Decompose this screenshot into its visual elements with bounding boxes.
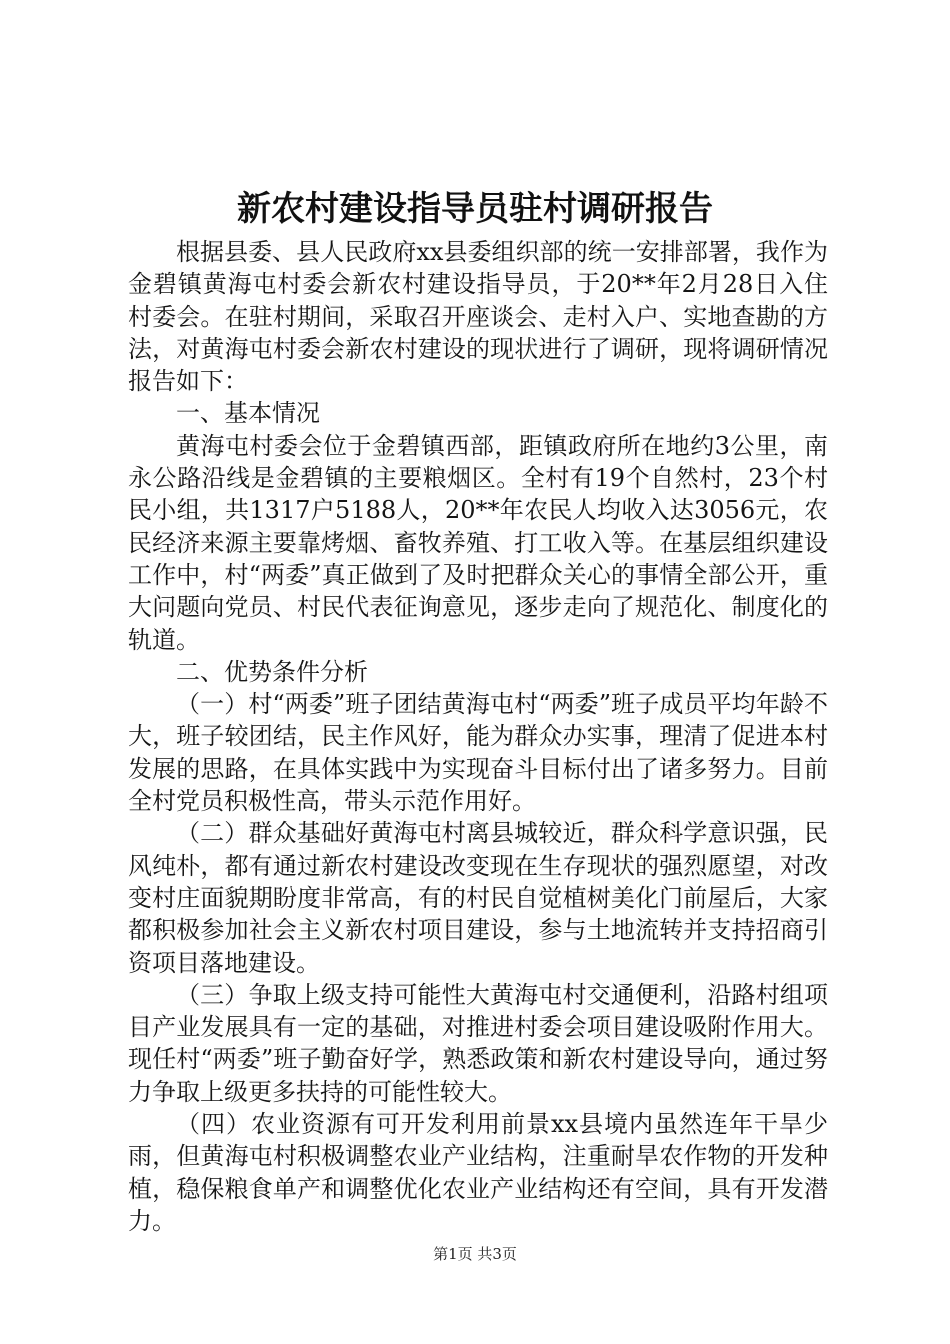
advantage-paragraph-4: （四）农业资源有可开发利用前景xx县境内虽然连年干旱少雨，但黄海屯村积极调整农业产业结构，注重耐旱农作物的开发种植，稳保粮食单产和调整优化农业产业结构还有空间，具有开发潜力。: [128, 1110, 828, 1235]
document-body: [128, 236, 828, 1237]
section-heading-advantages: 二、优势条件分析: [176, 657, 368, 686]
document-title: 新农村建设指导员驻村调研报告: [237, 189, 713, 229]
advantage-paragraph-3: （三）争取上级支持可能性大黄海屯村交通便利，沿路村组项目产业发展具有一定的基础，对推进村委会项目建设吸附作用大。现任村“两委”班子勤奋好学，熟悉政策和新农村建设导向，通过努力争取上级更多扶持的可能性较大。: [128, 980, 828, 1106]
section-heading-basic: 一、基本情况: [176, 399, 320, 428]
page-footer: 第1页 共3页: [433, 1245, 517, 1263]
advantage-paragraph-1: （一）村“两委”班子团结黄海屯村“两委”班子成员平均年龄不大，班子较团结，民主作风好，能为群众办实事，理清了促进本村发展的思路，在具体实践中为实现奋斗目标付出了诸多努力。目前全村党员积极性高，带头示范作用好。: [128, 690, 828, 816]
basic-situation-paragraph: 黄海屯村委会位于金碧镇西部，距镇政府所在地约3公里，南永公路沿线是金碧镇的主要粮烟区。全村有19个自然村，23个村民小组，共1317户5188人，20**年农民人均收入达3056元，农民经济来源主要靠烤烟、畜牧养殖、打工收入等。在基层组织建设工作中，村“两委”真正做到了及时把群众关心的事情全部公开，重大问题向党员、村民代表征询意见，逐步走向了规范化、制度化的轨道。: [128, 431, 828, 654]
advantage-paragraph-2: （二）群众基础好黄海屯村离县城较近，群众科学意识强，民风纯朴，都有通过新农村建设改变现在生存现状的强烈愿望，对改变村庄面貌期盼度非常高，有的村民自觉植树美化门前屋后，大家都积极参加社会主义新农村项目建设，参与土地流转并支持招商引资项目落地建设。: [128, 819, 828, 977]
intro-paragraph: 根据县委、县人民政府xx县委组织部的统一安排部署，我作为金碧镇黄海屯村委会新农村建设指导员，于20**年2月28日入住村委会。在驻村期间，采取召开座谈会、走村入户、实地查勘的方法，对黄海屯村委会新农村建设的现状进行了调研，现将调研情况报告如下：: [128, 238, 828, 396]
